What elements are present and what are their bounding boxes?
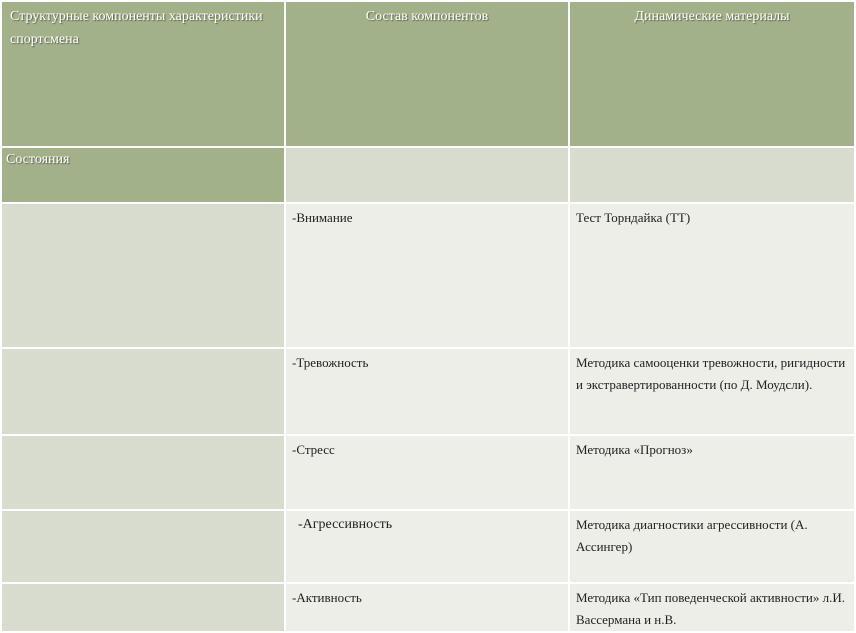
empty-cell <box>1 348 285 435</box>
section-label: Состояния <box>1 147 285 203</box>
table-row <box>1 203 855 348</box>
header-structural-components: Структурные компоненты характеристики спортсмена <box>1 1 285 147</box>
component-cell: -Внимание <box>285 203 569 348</box>
component-cell <box>285 510 569 583</box>
empty-cell <box>1 203 285 348</box>
table-row <box>1 583 855 632</box>
component-cell: -Тревожность <box>285 348 569 435</box>
material-cell: Методика «Прогноз» <box>569 435 855 510</box>
component-cell: -Активность <box>285 583 569 632</box>
empty-cell <box>1 510 285 583</box>
material-cell: Тест Торндайка (ТТ) <box>569 203 855 348</box>
material-cell: Методика самооценки тревожности, ригидности и экстравертированности (по Д. Моудсли). <box>569 348 855 435</box>
component-cell: -Стресс <box>285 435 569 510</box>
section-empty-cell <box>285 147 569 203</box>
section-row <box>1 147 855 203</box>
table-row <box>1 348 855 435</box>
empty-cell <box>1 583 285 632</box>
header-row <box>1 1 855 147</box>
table-row <box>1 510 855 583</box>
material-cell: Методика диагностики агрессивности (А. Ассингер) <box>569 510 855 583</box>
section-empty-cell <box>569 147 855 203</box>
header-dynamic-materials: Динамические материалы <box>569 1 855 147</box>
component-text: -Агрессивность <box>298 517 393 532</box>
material-cell: Методика «Тип поведенческой активности» л.И. Вассермана и н.В. <box>569 583 855 632</box>
empty-cell <box>1 435 285 510</box>
table-row <box>1 435 855 510</box>
header-composition: Состав компонентов <box>285 1 569 147</box>
